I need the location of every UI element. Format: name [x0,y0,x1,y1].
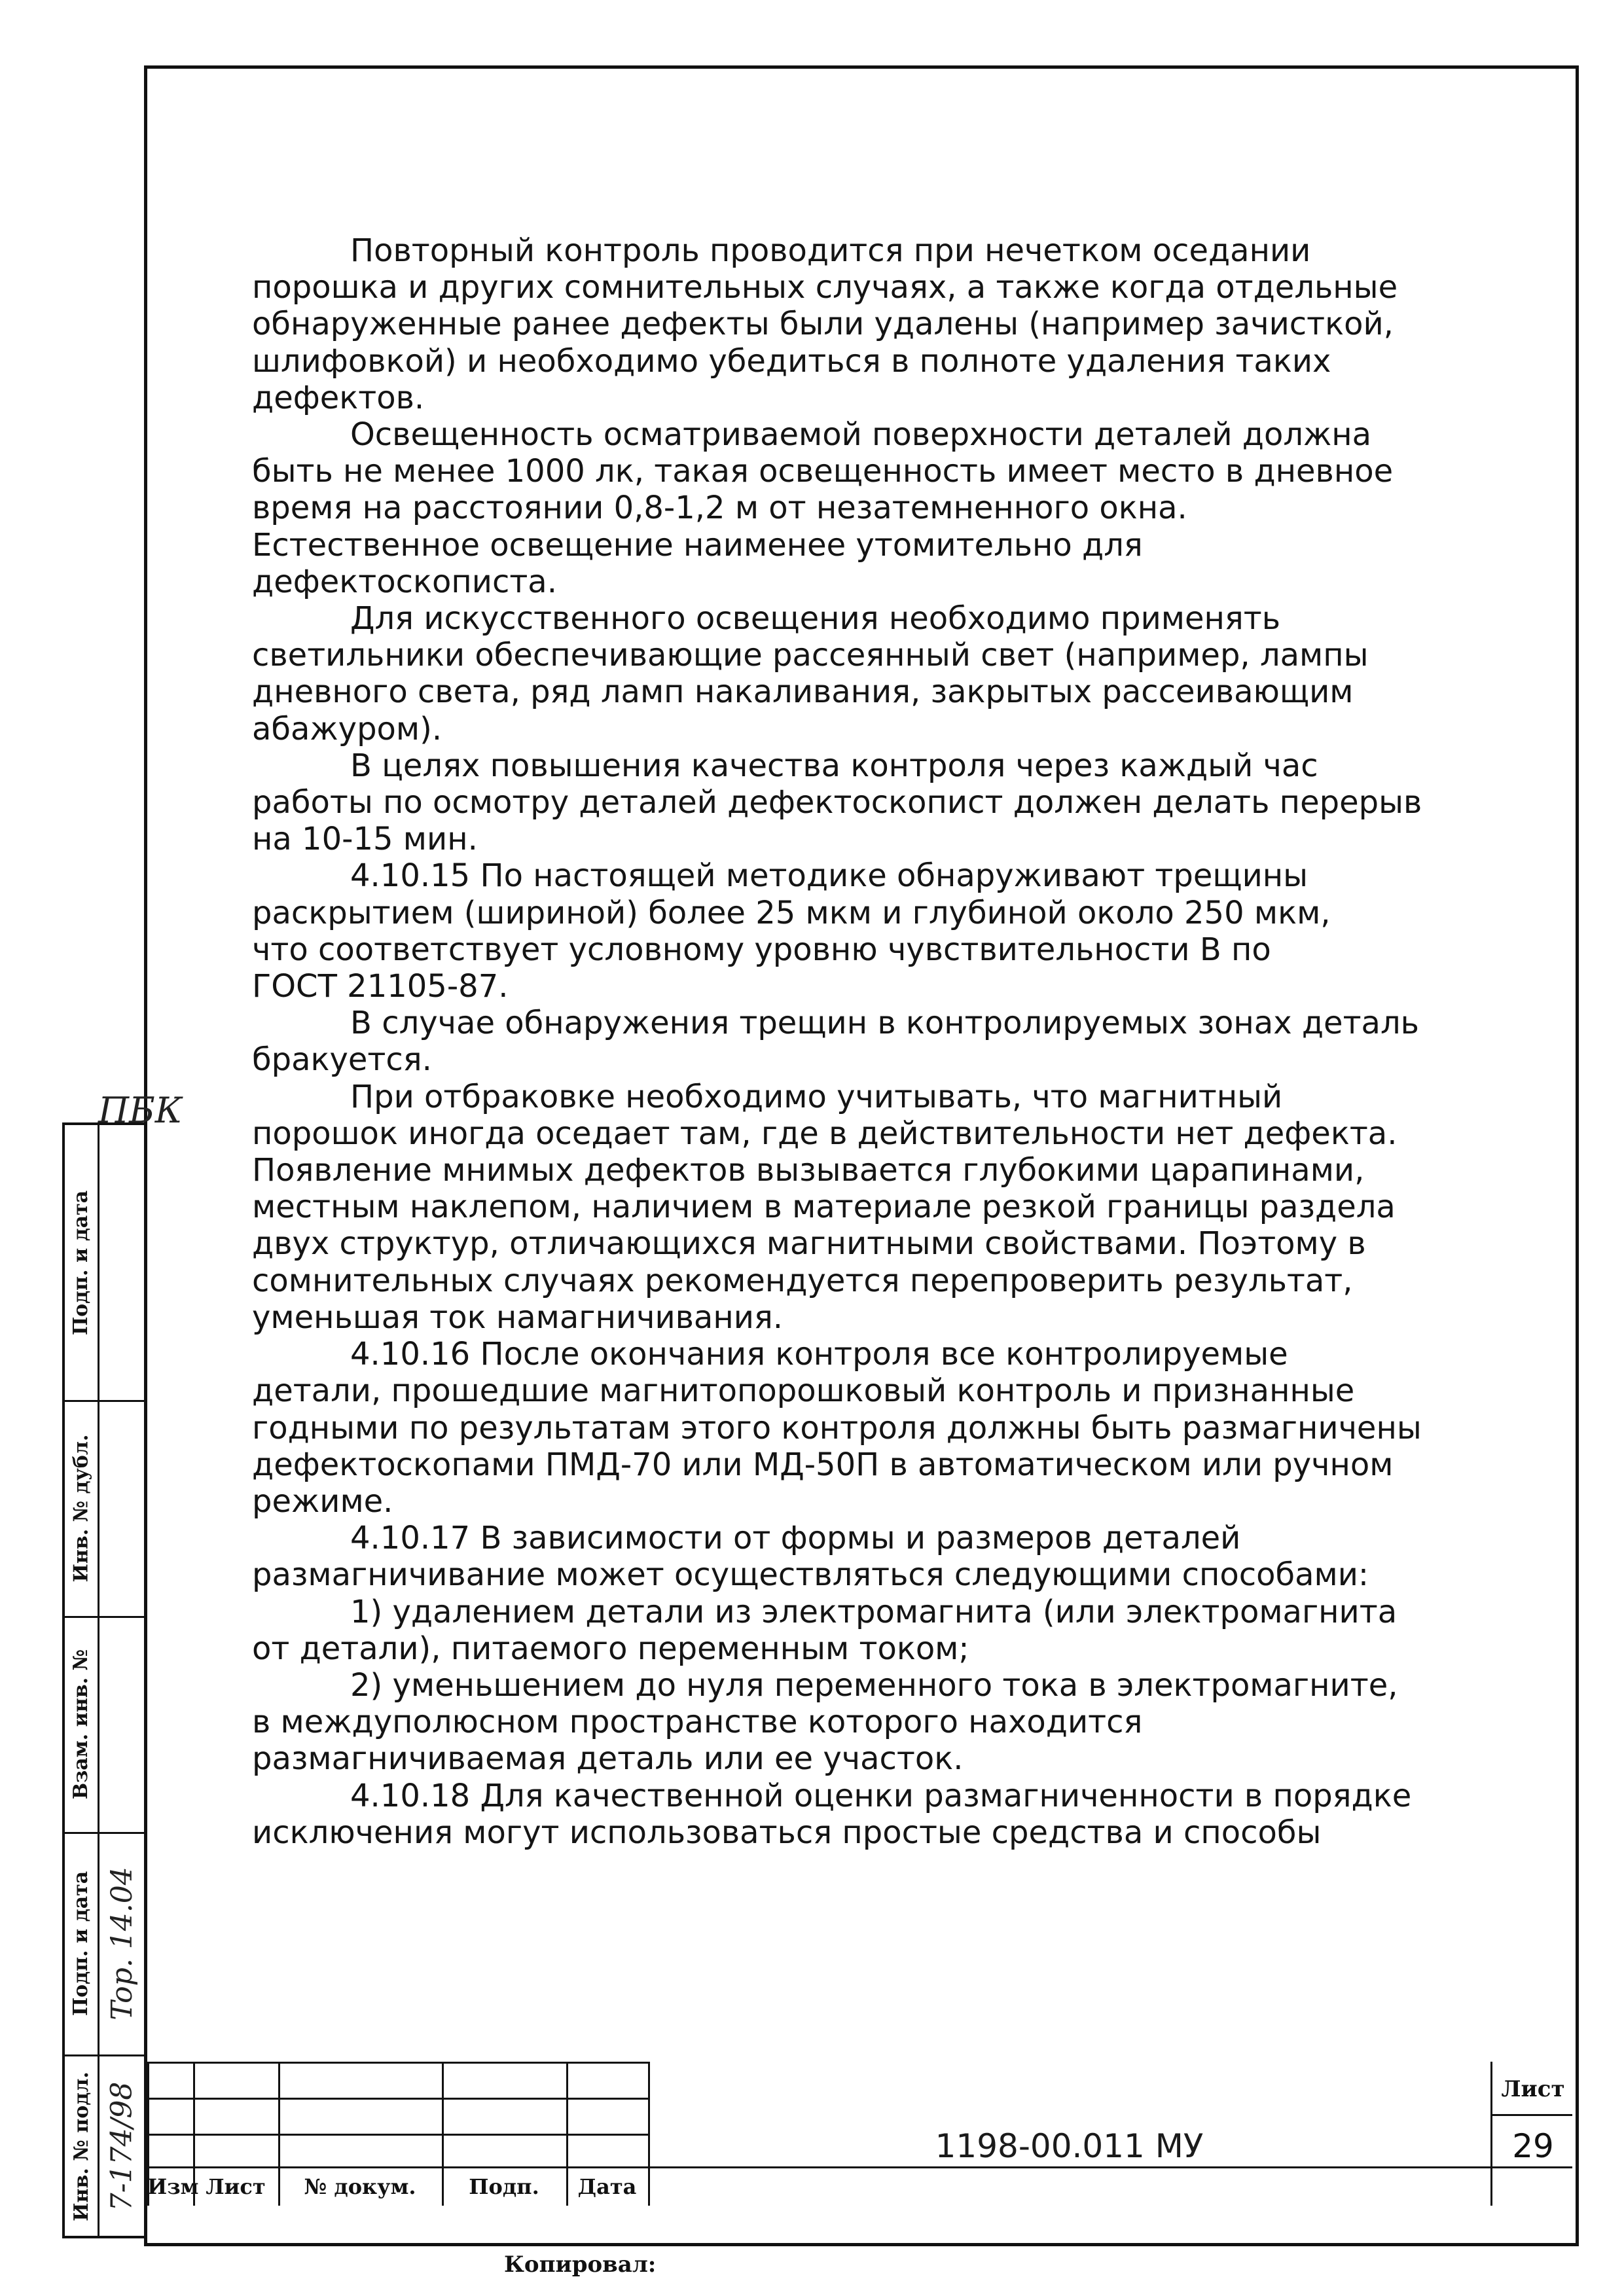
stamp-label: Инв. № дубл. [69,1434,93,1582]
tb-line [147,2098,648,2100]
paragraph: В случае обнаружения трещин в контролируемых зонах деталь бракуется. [252,1005,1419,1079]
handwritten-inventory-number: 7-174/98 [105,2081,139,2211]
document-code: 1198-00.011 МУ [935,2127,1204,2165]
tb-header-doc-number: № докум. [304,2174,416,2199]
tb-header-change: Изм [147,2174,199,2199]
paragraph: При отбраковке необходимо учитывать, что магнитный порошок иногда оседает там, где в действительности нет дефекта. Появление мнимых дефектов вызывается глубокими царапинами, местным наклепом, наличием в материале резкой границы раздела двух структур, отличающихся магнитными свойствами. Поэтому в сомнительных случаях рекомендуется перепроверить результат, уменьшая ток намагничивания. [252,1078,1398,1336]
copied-by-label: Копировал: [504,2251,657,2278]
tb-line [147,2134,648,2136]
tb-header-sheet: Лист [206,2174,266,2199]
paragraph: 4.10.16 После окончания контроля все контролируемые детали, прошедшие магнитопорошковый контроль и признанные годными по результатам этого контроля должны быть размагничены дефектоскопами ПМД-70 или МД-50П в автоматическом или ручном режиме. [252,1336,1422,1520]
tb-line [147,2062,648,2064]
margin-handwritten-mark: ПБК [98,1090,183,1131]
stamp-label: Подп. и дата [69,1871,93,2016]
stamp-label: Взам. инв. № [69,1649,93,1799]
margin-stamp-column [62,1122,147,2238]
paragraph: 2) уменьшением до нуля переменного тока в электромагните, в междуполюсном пространстве которого находится размагничиваемая деталь или ее участок. [252,1666,1398,1778]
paragraph: В целях повышения качества контроля через каждый час работы по осмотру деталей дефектоскопист должен делать перерыв на 10-15 мин. [252,747,1422,858]
stamp-label: Подп. и дата [69,1190,93,1335]
sheet-number: 29 [1512,2127,1554,2165]
stamp-label: Инв. № подл. [69,2071,93,2221]
title-block [147,2062,1572,2240]
handwritten-date: Top. 14.04 [105,1866,139,2020]
tb-header-signature: Подп. [469,2174,539,2199]
paragraph: Освещенность осматриваемой поверхности деталей должна быть не менее 1000 лк, такая освещенность имеет место в дневное время на расстоянии 0,8-1,2 м от незатемненного окна. Естественное освещение наименее утомительно для дефектоскописта. [252,416,1394,600]
tb-line [1490,2114,1572,2116]
paragraph: 4.10.15 По настоящей методике обнаруживают трещины раскрытием (шириной) более 25 мкм и глубиной около 250 мкм, что соответствует условному уровню чувствительности В по ГОСТ 21105-87. [252,857,1331,1005]
paragraph: Повторный контроль проводится при нечетком оседании порошка и других сомнительных случаях, а также когда отдельные обнаруженные ранее дефекты были удалены (например зачисткой, шлифовкой) и необходимо убедиться в полноте удаления таких дефектов. [252,232,1398,416]
paragraph: 4.10.17 В зависимости от формы и размеров деталей размагничивание может осуществляться следующими способами: [252,1520,1369,1594]
paragraph: Для искусственного освещения необходимо применять светильники обеспечивающие рассеянный свет (например, лампы дневного света, ряд ламп накаливания, закрытых рассеивающим абажуром). [252,600,1369,747]
sheet-label: Лист [1501,2076,1565,2102]
tb-line [147,2166,1572,2168]
document-body [252,232,1443,1851]
tb-header-date: Дата [577,2174,637,2199]
paragraph: 1) удалением детали из электромагнита (или электромагнита от детали), питаемого переменным током; [252,1593,1398,1667]
tb-line [1490,2062,1492,2206]
paragraph: 4.10.18 Для качественной оценки размагниченности в порядке исключения могут использоваться простые средства и способы [252,1777,1412,1851]
